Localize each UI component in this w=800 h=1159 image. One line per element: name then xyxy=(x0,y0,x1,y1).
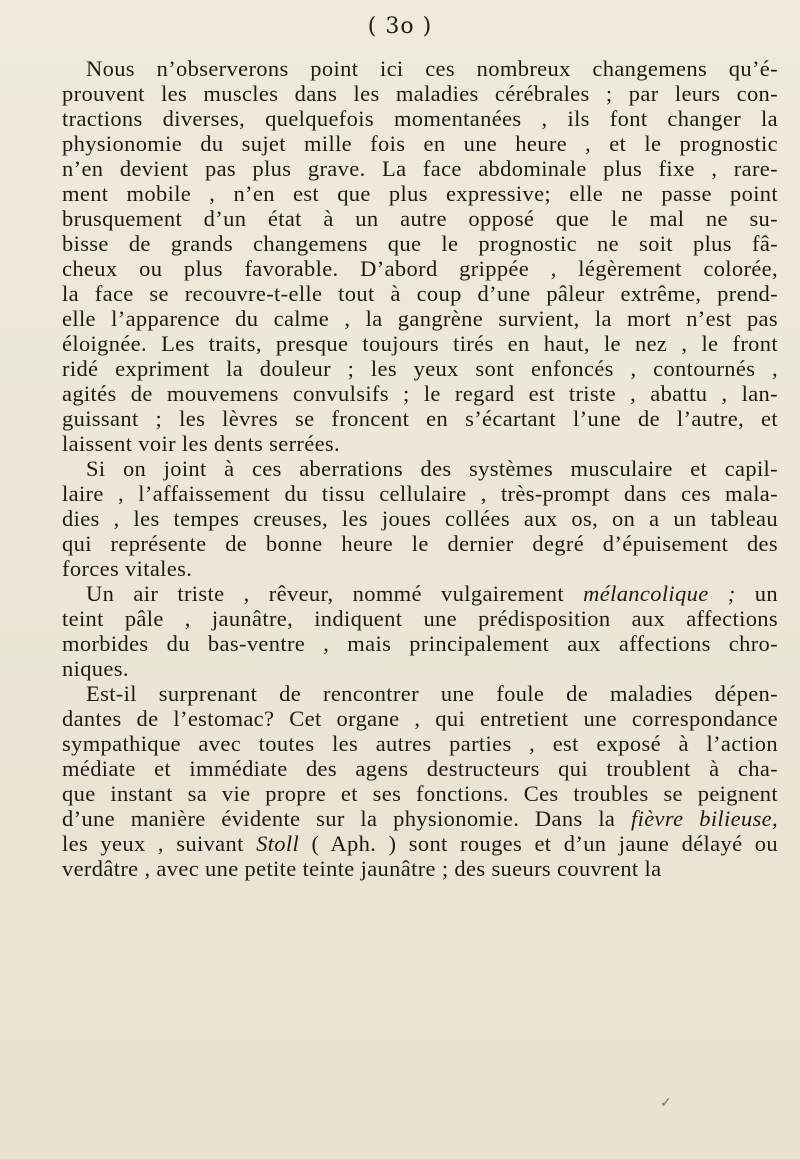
line-segment: un xyxy=(735,581,778,606)
italic-term: Stoll xyxy=(256,831,300,856)
text-line xyxy=(62,831,778,856)
text-line: dantes de l’estomac? Cet organe , qui entretient une correspondance xyxy=(62,706,778,731)
line-segment: Un air triste , rêveur, nommé vulgairement xyxy=(86,581,584,606)
text-line: Est-il surprenant de rencontrer une foule de maladies dépen- xyxy=(86,681,778,706)
text-line: agités de mouvemens convulsifs ; le regard est triste , abattu , lan- xyxy=(62,381,778,406)
italic-term: fièvre bilieuse, xyxy=(631,806,778,831)
paragraph xyxy=(62,456,778,581)
text-line: la face se recouvre-t-elle tout à coup d’une pâleur extrême, prend- xyxy=(62,281,778,306)
stray-mark: ✓ xyxy=(660,1095,672,1111)
text-line xyxy=(62,581,778,606)
paragraph xyxy=(62,581,778,681)
line-segment: les yeux , suivant xyxy=(62,831,257,856)
text-line: éloignée. Les traits, presque toujours tirés en haut, le nez , le front xyxy=(62,331,778,356)
text-line: sympathique avec toutes les autres parties , est exposé à l’action xyxy=(62,731,778,756)
text-line: elle l’apparence du calme , la gangrène survient, la mort n’est pas xyxy=(62,306,778,331)
page-number: ( 3o ) xyxy=(367,14,433,39)
text-line: que instant sa vie propre et ses fonctions. Ces troubles se peignent xyxy=(62,781,778,806)
page-body-text xyxy=(62,56,778,881)
text-line: niques. xyxy=(62,656,129,681)
text-line: médiate et immédiate des agens destructeurs qui troublent à cha- xyxy=(62,756,778,781)
text-line: prouvent les muscles dans les maladies cérébrales ; par leurs con- xyxy=(62,81,778,106)
text-line: dies , les tempes creuses, les joues collées aux os, on a un tableau xyxy=(62,506,778,531)
line-segment: ( Aph. ) sont rouges et d’un jaune délayé ou xyxy=(299,831,778,856)
text-line: morbides du bas-ventre , mais principalement aux affections chro- xyxy=(62,631,778,656)
text-line: teint pâle , jaunâtre, indiquent une prédisposition aux affections xyxy=(62,606,778,631)
text-line: brusquement d’un état à un autre opposé que le mal ne su- xyxy=(62,206,778,231)
text-line: bisse de grands changemens que le prognostic ne soit plus fâ- xyxy=(62,231,778,256)
text-line: verdâtre , avec une petite teinte jaunâtre ; des sueurs couvrent la xyxy=(62,856,662,881)
line-segment: d’une manière évidente sur la physionomie. Dans la xyxy=(62,806,631,831)
text-line: physionomie du sujet mille fois en une heure , et le prognostic xyxy=(62,131,778,156)
text-line: qui représente de bonne heure le dernier degré d’épuisement des xyxy=(62,531,778,556)
italic-term: mélancolique ; xyxy=(583,581,736,606)
text-line: forces vitales. xyxy=(62,556,193,581)
text-line: ment mobile , n’en est que plus expressive; elle ne passe point xyxy=(62,181,778,206)
text-line: tractions diverses, quelquefois momentanées , ils font changer la xyxy=(62,106,778,131)
text-line: Si on joint à ces aberrations des systèmes musculaire et capil- xyxy=(86,456,778,481)
text-line xyxy=(62,806,778,831)
text-line: n’en devient pas plus grave. La face abdominale plus fixe , rare- xyxy=(62,156,778,181)
text-line: laissent voir les dents serrées. xyxy=(62,431,341,456)
text-line: cheux ou plus favorable. D’abord grippée , légèrement colorée, xyxy=(62,256,778,281)
text-line: ridé expriment la douleur ; les yeux sont enfoncés , contournés , xyxy=(62,356,778,381)
text-line: guissant ; les lèvres se froncent en s’écartant l’une de l’autre, et xyxy=(62,406,778,431)
text-line: laire , l’affaissement du tissu cellulaire , très-prompt dans ces mala- xyxy=(62,481,778,506)
paragraph xyxy=(62,56,778,456)
text-line: Nous n’observerons point ici ces nombreux changemens qu’é- xyxy=(86,56,778,81)
paragraph xyxy=(62,681,778,881)
